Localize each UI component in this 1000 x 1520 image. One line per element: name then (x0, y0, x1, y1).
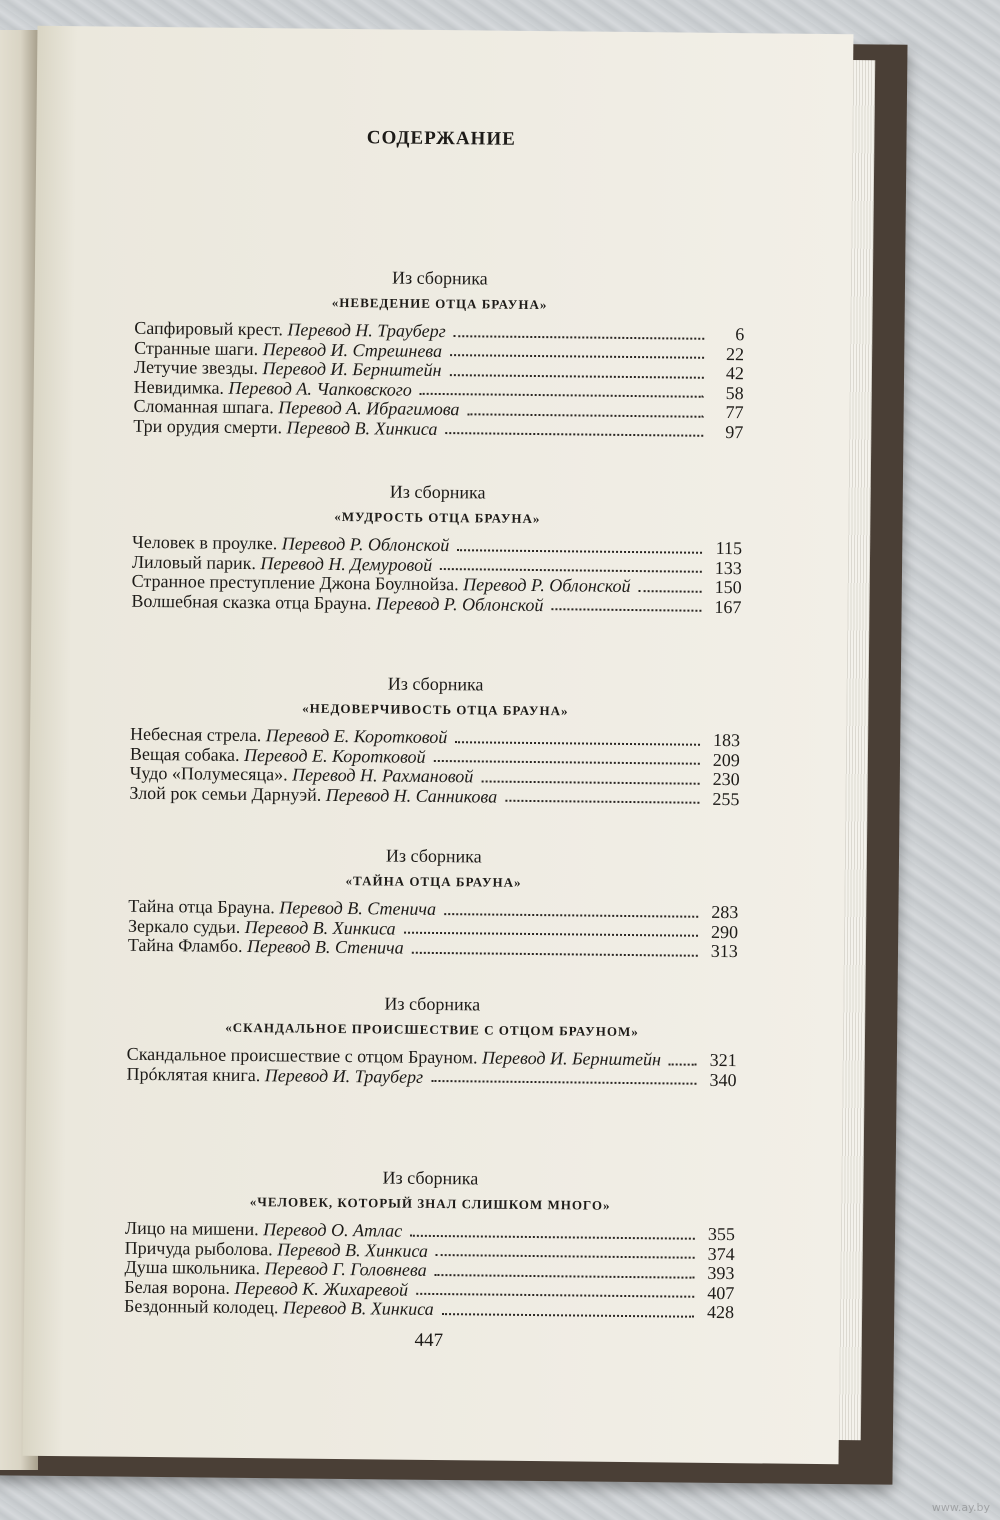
book-page (23, 26, 854, 1464)
page-ref: 393 (707, 1262, 735, 1284)
story-title: Тайна Фламбо. (127, 934, 243, 956)
page-ref: 313 (710, 940, 738, 962)
translator: Перевод В. Хинкиса (244, 916, 396, 939)
story-title: Зеркало судьи. (127, 915, 241, 937)
page-ref: 407 (707, 1282, 735, 1303)
translator: Перевод Н. Трауберг (287, 319, 446, 342)
page-ref: 321 (709, 1049, 737, 1071)
translator: Перевод Н. Санникова (325, 784, 498, 807)
translator: Перевод И. Трауберг (264, 1064, 424, 1087)
translator: Перевод О. Атлас (263, 1219, 403, 1241)
story-title: Чудо «Полумесяца». (129, 762, 288, 785)
translator: Перевод К. Жихаревой (234, 1277, 409, 1300)
section-from-label: Из сборника (385, 845, 482, 867)
collection-title: «ТАЙНА ОТЦА БРАУНА» (345, 873, 522, 890)
translator: Перевод Р. Облонской (281, 533, 450, 556)
dot-leader (467, 413, 703, 417)
toc-section (131, 477, 742, 617)
page-ref: 167 (714, 596, 742, 617)
dot-leader (431, 1080, 696, 1085)
dot-leader (505, 800, 699, 804)
dot-leader (481, 780, 699, 784)
story-title: Три орудия смерти. (133, 415, 283, 437)
collection-title: «НЕВЕДЕНИЕ ОТЦА БРАУНА» (331, 294, 548, 313)
story-title: Странные шаги. (134, 337, 259, 359)
dot-leader (450, 354, 704, 359)
dot-leader (454, 335, 705, 340)
dot-leader (455, 741, 700, 746)
section-from-label: Из сборника (389, 481, 486, 503)
collection-title: «МУДРОСТЬ ОТЦА БРАУНА» (334, 508, 541, 527)
story-title: Летучие звезды. (133, 356, 259, 379)
story-title: Странное преступление Джона Боулнойза. (131, 570, 459, 595)
story-title: Сапфировый крест. (134, 317, 284, 340)
dot-leader (457, 549, 702, 554)
translator: Перевод Е. Коротковой (265, 725, 448, 748)
page-ref: 115 (715, 537, 743, 559)
translator: Перевод И. Бернштейн (262, 358, 442, 381)
translator: Перевод Е. Коротковой (244, 744, 426, 767)
dot-leader (410, 1234, 695, 1239)
section-from-label: Из сборника (391, 267, 488, 289)
page-ref: 290 (710, 921, 739, 942)
dot-leader (440, 568, 702, 573)
watermark: www.ay.by (931, 1501, 990, 1514)
collection-title: «ЧЕЛОВЕК, КОТОРЫЙ ЗНАЛ СЛИШКОМ МНОГО» (249, 1194, 611, 1213)
dot-leader (444, 913, 698, 918)
dot-leader (551, 608, 701, 612)
story-title: Душа школьника. (124, 1256, 261, 1279)
dot-leader (435, 1273, 695, 1278)
translator: Перевод В. Стенича (246, 936, 404, 958)
page-ref: 355 (707, 1223, 735, 1245)
collection-title: «СКАНДАЛЬНОЕ ПРОИСШЕСТВИЕ С ОТЦОМ БРАУНОМ» (225, 1019, 639, 1040)
section-from-label: Из сборника (384, 993, 481, 1015)
dot-leader (420, 393, 704, 398)
toc-section (133, 263, 745, 442)
translator: Перевод Н. Демуровой (260, 552, 433, 575)
toc-section (128, 841, 739, 962)
page-ref: 340 (709, 1069, 737, 1090)
translator: Перевод А. Ибрагимова (278, 397, 460, 420)
dot-leader (639, 590, 702, 593)
dot-leader (442, 1313, 694, 1318)
dot-leader (416, 1293, 694, 1298)
dot-leader (436, 1254, 695, 1259)
page-number: 447 (414, 1329, 444, 1352)
section-from-label: Из сборника (387, 673, 484, 695)
page-ref: 183 (712, 729, 741, 751)
page-ref: 150 (714, 576, 742, 598)
dot-leader (445, 432, 703, 437)
page-ref: 58 (725, 382, 744, 403)
toc-section (124, 1163, 736, 1323)
page-ref: 283 (711, 901, 739, 923)
story-title: Белая ворона. (124, 1276, 230, 1298)
story-title: Невидимка. (133, 376, 225, 398)
story-title: Лицо на мишени. (124, 1217, 259, 1240)
story-title: Вещая собака. (129, 743, 240, 765)
dot-leader (449, 374, 703, 379)
page-title: СОДЕРЖАНИЕ (366, 127, 516, 150)
page-ref: 77 (725, 401, 744, 423)
story-title: Небесная стрела. (129, 723, 262, 746)
story-title: Прóклятая книга. (126, 1063, 261, 1085)
collection-title: «НЕДОВЕРЧИВОСТЬ ОТЦА БРАУНА» (302, 700, 569, 719)
dot-leader (412, 951, 698, 956)
translator: Перевод А. Чапковского (228, 377, 412, 400)
translator: Перевод В. Хинкиса (277, 1238, 429, 1261)
translator: Перевод В. Хинкиса (286, 416, 438, 439)
translator: Перевод В. Стенича (279, 897, 437, 919)
page-ref: 374 (707, 1243, 735, 1264)
page-ref: 428 (706, 1301, 735, 1323)
page-ref: 133 (714, 557, 742, 578)
page-ref: 6 (735, 324, 745, 345)
dot-leader (434, 760, 700, 765)
story-title: Скандальное происшествие с отцом Брауном. (126, 1043, 478, 1068)
story-title: Причуда рыболова. (124, 1237, 273, 1259)
story-title: Злой рок семьи Дарнуэй. (129, 782, 322, 805)
translator: Перевод Р. Облонской (375, 592, 544, 615)
story-title: Сломанная шпага. (133, 395, 274, 418)
page-ref: 97 (725, 421, 744, 442)
section-from-label: Из сборника (382, 1167, 479, 1189)
page-ref: 230 (712, 768, 740, 790)
story-title: Человек в проулке. (132, 531, 278, 554)
page-ref: 42 (725, 362, 745, 384)
page-ref: 22 (726, 343, 745, 364)
story-title: Бездонный колодец. (124, 1295, 279, 1318)
dot-leader (404, 932, 698, 937)
dot-leader (669, 1063, 697, 1065)
translator: Перевод Н. Рахмановой (292, 764, 474, 787)
page-ref: 255 (712, 788, 740, 809)
story-title: Лиловый парик. (131, 551, 257, 573)
translator: Перевод В. Хинкиса (282, 1297, 434, 1319)
story-title: Тайна отца Брауна. (128, 895, 275, 918)
translator: Перевод Г. Головнева (264, 1258, 427, 1280)
page-ref: 209 (712, 749, 740, 770)
toc-section (129, 669, 740, 809)
translator: Перевод И. Бернштейн (481, 1047, 662, 1070)
toc-section (126, 989, 737, 1090)
translator: Перевод Р. Облонской (463, 574, 631, 597)
story-title: Волшебная сказка отца Брауна. (131, 590, 372, 613)
translator: Перевод И. Стрешнева (262, 338, 443, 361)
